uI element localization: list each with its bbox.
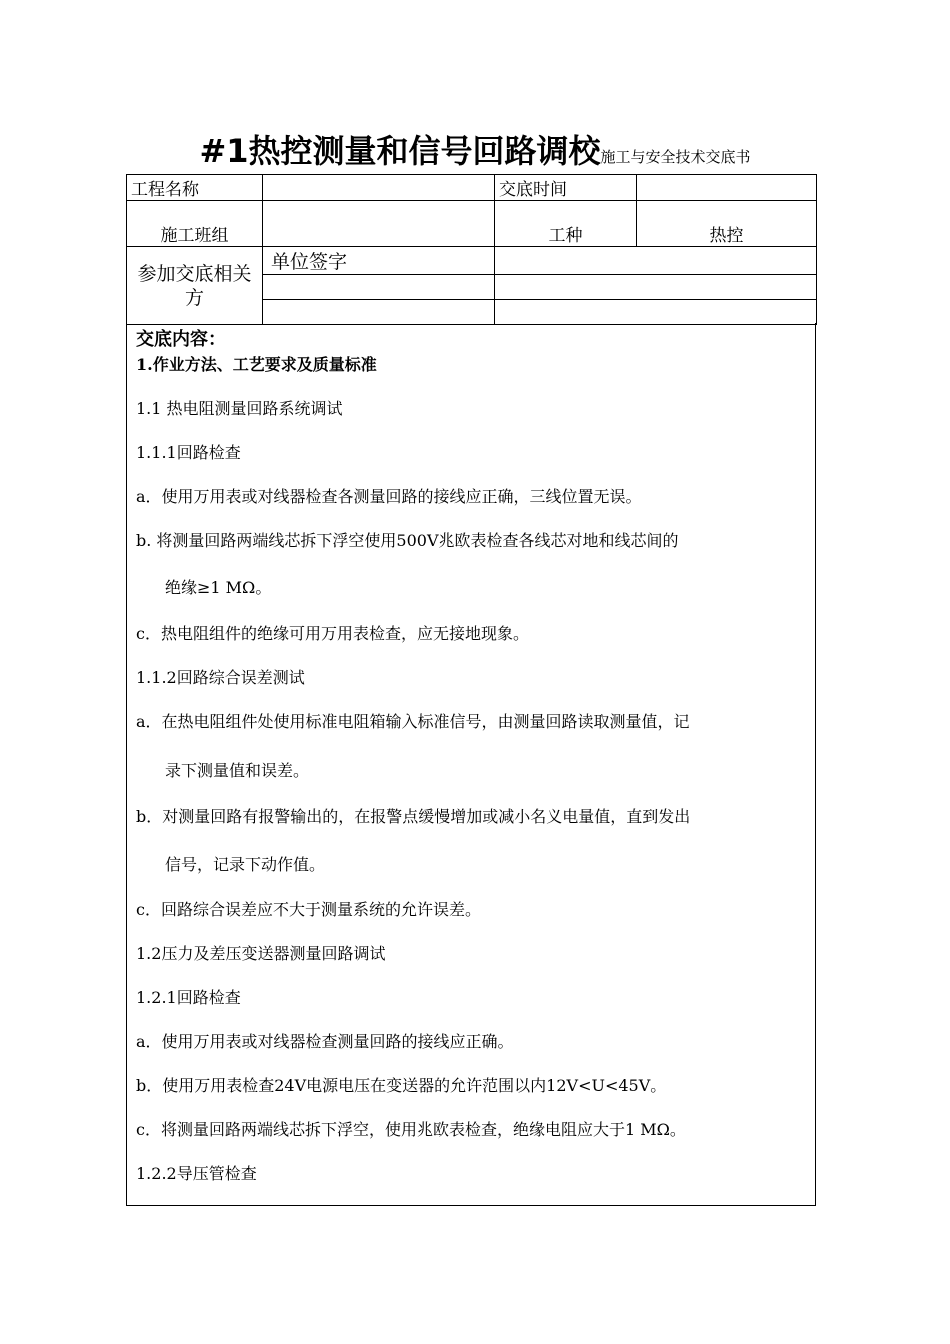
content-box [126, 323, 816, 1206]
team-value [263, 201, 495, 247]
unit-sign-value-3 [495, 300, 817, 325]
document-title [0, 126, 950, 172]
header-table [126, 174, 817, 325]
time-value [637, 175, 817, 201]
title-main: #1热控测量和信号回路调校 [199, 132, 601, 170]
unit-sign-label: 单位签字 [263, 247, 495, 275]
title-sub: 施工与安全技术交底书 [600, 148, 751, 166]
text-line: 绝缘≥1 MΩ。 [165, 578, 272, 597]
section-1-heading: 1.作业方法、工艺要求及质量标准 [136, 355, 377, 374]
content-heading: 交底内容： [136, 329, 226, 350]
text-line: a．在热电阻组件处使用标准电阻箱输入标准信号，由测量回路读取测量值，记 [136, 712, 690, 731]
text-line: a．使用万用表或对线器检查各测量回路的接线应正确，三线位置无误。 [136, 487, 642, 506]
text-line: 1.1.2回路综合误差测试 [136, 668, 305, 687]
time-label: 交底时间 [495, 175, 637, 201]
trade-label: 工种 [495, 201, 637, 247]
project-name-label: 工程名称 [127, 175, 263, 201]
text-line: b．对测量回路有报警输出的，在报警点缓慢增加或减小名义电量值，直到发出 [136, 807, 691, 826]
text-line: 1.2压力及差压变送器测量回路调试 [136, 944, 386, 963]
text-line: a．使用万用表或对线器检查测量回路的接线应正确。 [136, 1032, 514, 1051]
trade-value: 热控 [637, 201, 817, 247]
text-line: c．回路综合误差应不大于测量系统的允许误差。 [136, 900, 481, 919]
team-label: 施工班组 [127, 201, 263, 247]
text-line: b．使用万用表检查24V电源电压在变送器的允许范围以内12V<U<45V。 [136, 1076, 667, 1095]
unit-sign-value-1 [495, 247, 817, 275]
text-line: c．将测量回路两端线芯拆下浮空，使用兆欧表检查，绝缘电阻应大于1 MΩ。 [136, 1120, 686, 1139]
unit-sign-value-2 [495, 275, 817, 300]
text-line: 1.2.2导压管检查 [136, 1164, 257, 1183]
text-line: 信号，记录下动作值。 [165, 855, 326, 874]
text-line: 1.1.1回路检查 [136, 443, 241, 462]
project-name-value [263, 175, 495, 201]
party-cell-3 [263, 300, 495, 325]
text-line: 录下测量值和误差。 [165, 761, 310, 780]
parties-label: 参加交底相关方 [127, 247, 263, 325]
text-line: 1.1 热电阻测量回路系统调试 [136, 399, 343, 418]
text-line: 1.2.1回路检查 [136, 988, 241, 1007]
text-line: b. 将测量回路两端线芯拆下浮空使用500V兆欧表检查各线芯对地和线芯间的 [136, 531, 679, 550]
party-cell-2 [263, 275, 495, 300]
text-line: c．热电阻组件的绝缘可用万用表检查，应无接地现象。 [136, 624, 529, 643]
